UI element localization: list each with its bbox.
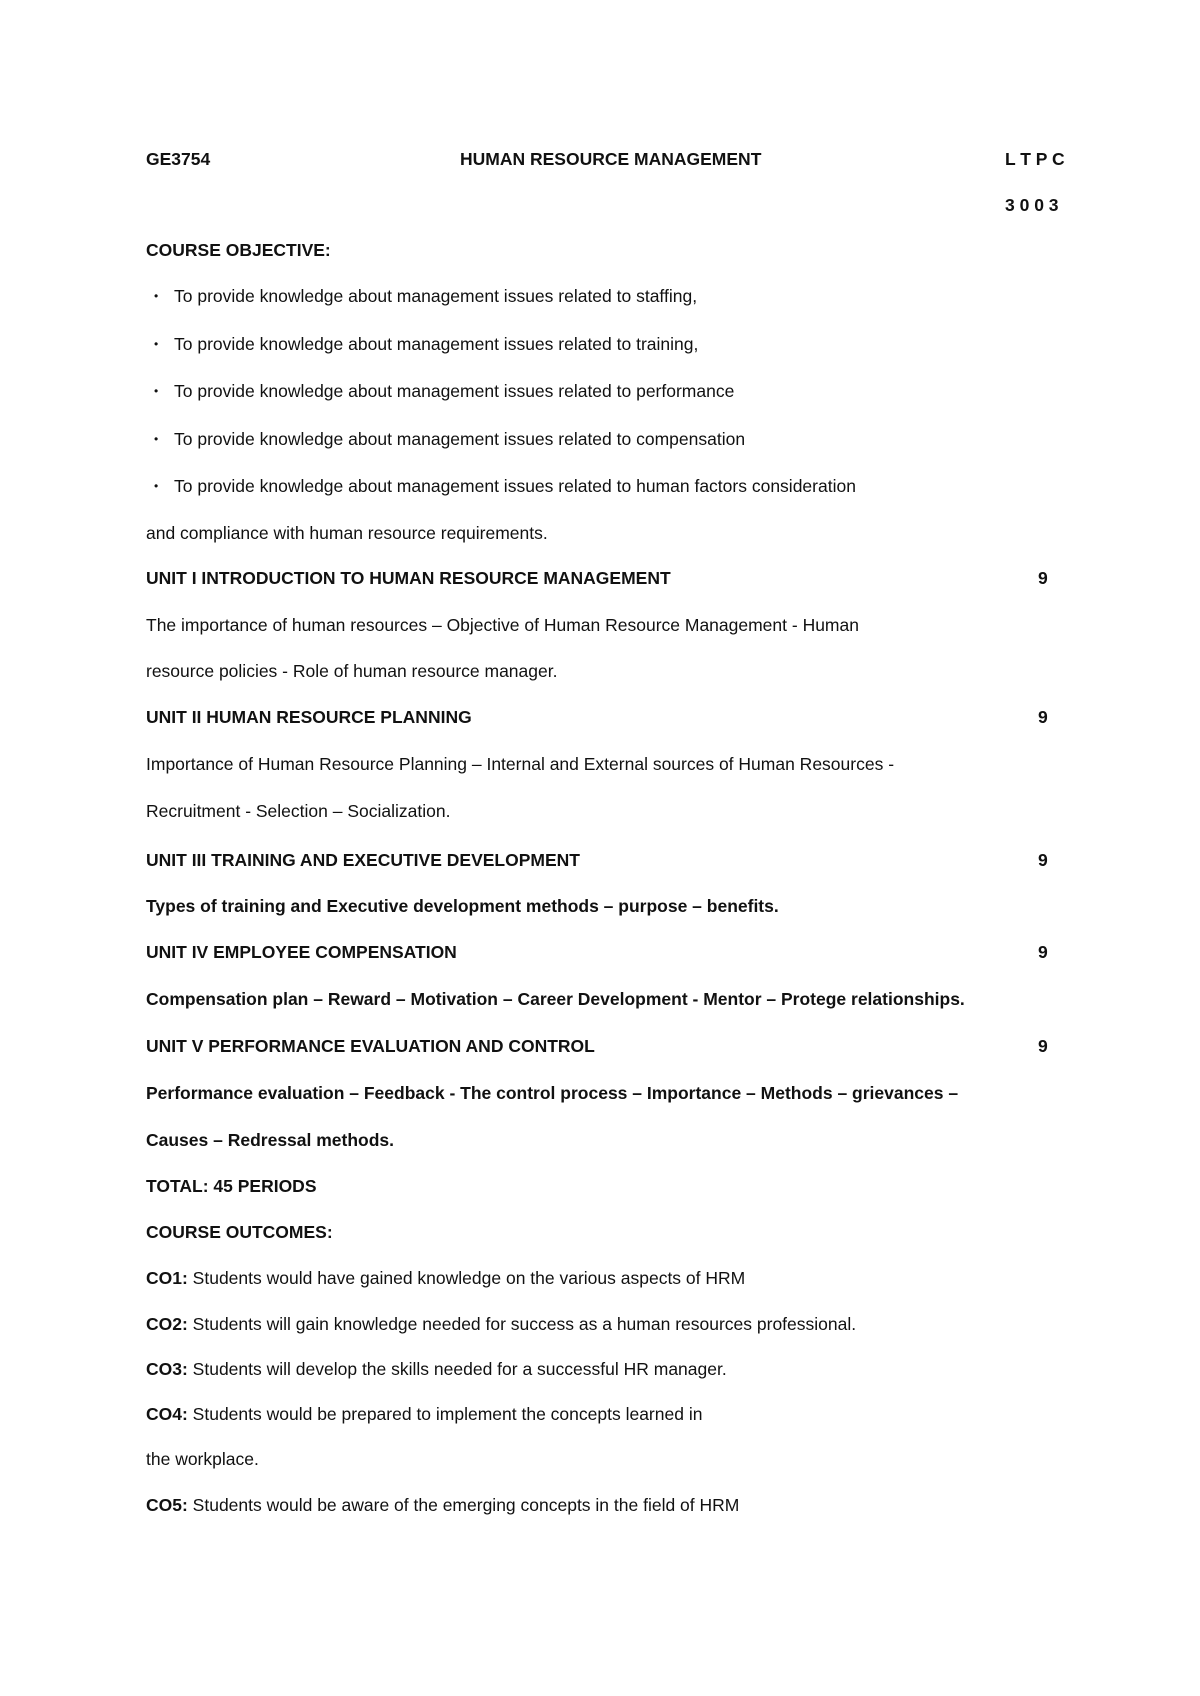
objective-text: To provide knowledge about management issues related to compensation: [174, 429, 746, 449]
objective-item: [154, 475, 856, 497]
objective-item: [154, 333, 698, 355]
unit-title: UNIT III TRAINING AND EXECUTIVE DEVELOPMENT: [146, 850, 580, 870]
total-periods: TOTAL: 45 PERIODS: [146, 1176, 317, 1196]
unit-title: UNIT V PERFORMANCE EVALUATION AND CONTROL: [146, 1036, 595, 1056]
bullet-icon: •: [154, 289, 159, 303]
unit-content-line: resource policies - Role of human resource manager.: [146, 661, 558, 681]
outcome-text: Students would have gained knowledge on the various aspects of HRM: [187, 1268, 746, 1288]
outcome-text: Students would be aware of the emerging concepts in the field of HRM: [187, 1495, 740, 1515]
outcome-label: CO3:: [146, 1359, 188, 1379]
outcome-item: [146, 1358, 727, 1380]
unit-hours: 9: [1038, 850, 1048, 870]
outcome-label: CO1:: [146, 1268, 188, 1288]
unit-hours: 9: [1038, 707, 1048, 727]
outcome-item: [146, 1494, 739, 1516]
unit-content-line: Causes – Redressal methods.: [146, 1130, 395, 1150]
outcome-item: [146, 1313, 856, 1335]
outcome-item: [146, 1403, 702, 1425]
bullet-icon: •: [154, 432, 159, 446]
outcome-continuation: the workplace.: [146, 1449, 259, 1469]
unit-content-line: Importance of Human Resource Planning – Internal and External sources of Human Resources -: [146, 754, 895, 774]
course-title: HUMAN RESOURCE MANAGEMENT: [460, 149, 762, 169]
outcome-label: CO5:: [146, 1495, 188, 1515]
unit-title: UNIT II HUMAN RESOURCE PLANNING: [146, 707, 472, 727]
objective-text: To provide knowledge about management issues related to training,: [174, 334, 699, 354]
objective-text: To provide knowledge about management issues related to performance: [174, 381, 735, 401]
outcome-text: Students would be prepared to implement the concepts learned in: [187, 1404, 703, 1424]
objectives-heading: COURSE OBJECTIVE:: [146, 240, 331, 260]
outcome-label: CO2:: [146, 1314, 188, 1334]
objective-continuation: and compliance with human resource requirements.: [146, 523, 548, 543]
outcome-item: [146, 1267, 745, 1289]
outcomes-heading: COURSE OUTCOMES:: [146, 1222, 333, 1242]
bullet-icon: •: [154, 479, 159, 493]
ltpc-values: 3 0 0 3: [1005, 195, 1059, 215]
objective-item: [154, 380, 734, 402]
unit-content-line: Types of training and Executive development methods – purpose – benefits.: [146, 896, 779, 916]
objective-item: [154, 428, 745, 450]
unit-hours: 9: [1038, 568, 1048, 588]
objective-text: To provide knowledge about management issues related to staffing,: [174, 286, 698, 306]
unit-hours: 9: [1038, 1036, 1048, 1056]
unit-content-line: Performance evaluation – Feedback - The control process – Importance – Methods – grievances –: [146, 1083, 959, 1103]
unit-title: UNIT IV EMPLOYEE COMPENSATION: [146, 942, 457, 962]
unit-content-line: The importance of human resources – Objective of Human Resource Management - Human: [146, 615, 859, 635]
outcome-label: CO4:: [146, 1404, 188, 1424]
outcome-text: Students will gain knowledge needed for success as a human resources professional.: [187, 1314, 857, 1334]
unit-title: UNIT I INTRODUCTION TO HUMAN RESOURCE MANAGEMENT: [146, 568, 671, 588]
unit-hours: 9: [1038, 942, 1048, 962]
objective-item: [154, 285, 697, 307]
ltpc-label: L T P C: [1005, 149, 1065, 169]
bullet-icon: •: [154, 337, 159, 351]
unit-content-line: Recruitment - Selection – Socialization.: [146, 801, 451, 821]
course-code: GE3754: [146, 149, 211, 169]
outcome-text: Students will develop the skills needed for a successful HR manager.: [187, 1359, 727, 1379]
bullet-icon: •: [154, 384, 159, 398]
unit-content-line: Compensation plan – Reward – Motivation – Career Development - Mentor – Protege relationships.: [146, 989, 965, 1009]
objective-text: To provide knowledge about management issues related to human factors consideration: [174, 476, 856, 496]
